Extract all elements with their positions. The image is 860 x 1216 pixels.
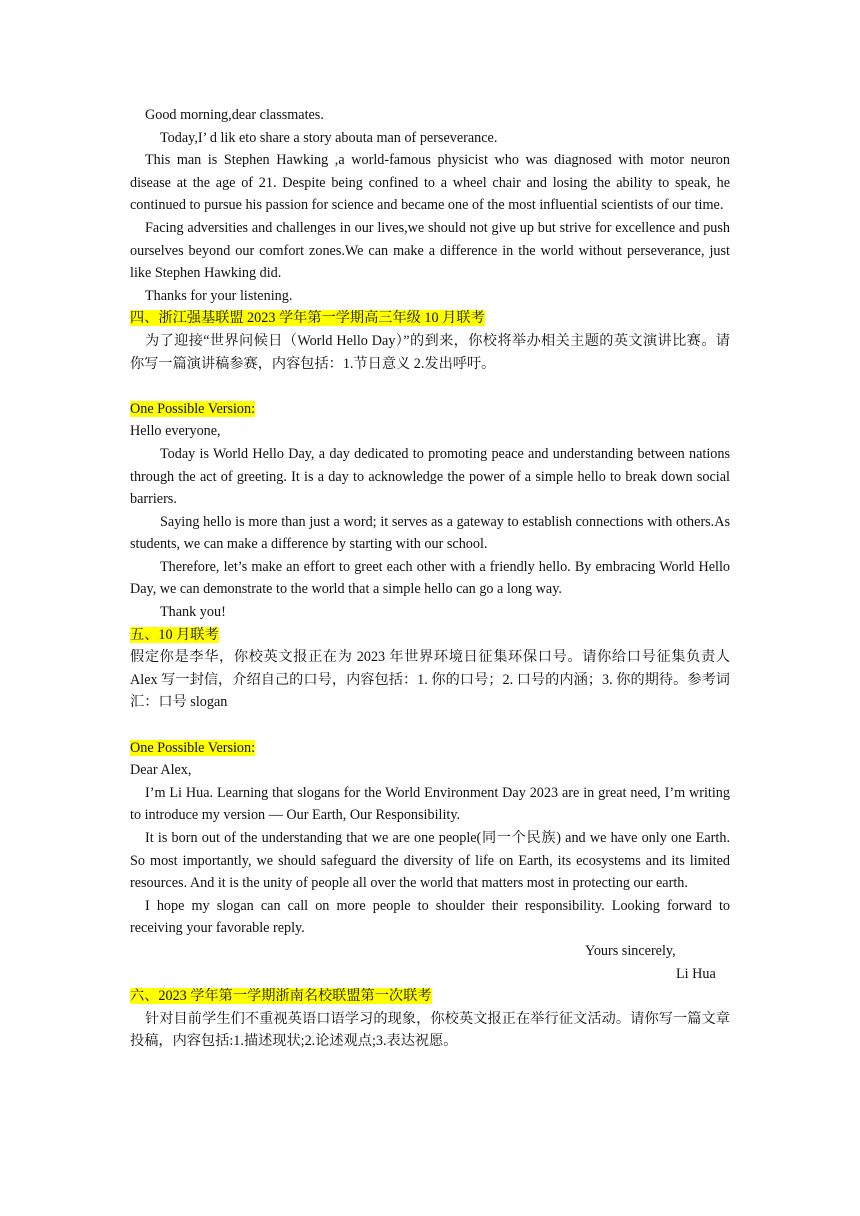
speech-greeting: Hello everyone, [130, 423, 221, 440]
version-label-text: One Possible Version: [130, 400, 256, 417]
speech-paragraph: Today is World Hello Day, a day dedicated to promoting peace and understanding between nations through the act of greeting. It is a day to acknowledge the power of a simple hello to break down social barriers. [130, 445, 730, 508]
letter-paragraph: I hope my slogan can call on more people to shoulder their responsibility. Looking forward to receiving your favorable reply. [130, 897, 730, 937]
speech-paragraph: Saying hello is more than just a word; it serves as a gateway to establish connections with others.As students, we can make a difference by starting with our school. [130, 513, 730, 553]
version-label [130, 737, 730, 760]
section-heading-text: 四、浙江强基联盟 2023 学年第一学期高三年级 10 月联考 [130, 310, 485, 327]
blank-line [130, 375, 730, 398]
blank-line [130, 714, 730, 737]
letter-greeting: Dear Alex, [130, 762, 192, 779]
task-prompt: 假定你是李华，你校英文报正在为 2023 年世界环境日征集环保口号。请你给口号征集负责人 Alex 写一封信，介绍自己的口号，内容包括：1. 你的口号；2. 口号的内涵；3. 你的期待。参考词汇：口号 slogan [130, 649, 730, 711]
version-label-text: One Possible Version: [130, 739, 256, 756]
section-heading-text: 六、2023 学年第一学期浙南名校联盟第一次联考 [130, 988, 432, 1005]
section-heading [130, 985, 730, 1008]
section-heading [130, 624, 730, 647]
letter-closing: Yours sincerely, [585, 942, 676, 959]
task-prompt: 为了迎接“世界问候日（World Hello Day）”的到来，你校将举办相关主题的英文演讲比赛。请你写一篇演讲稿参赛，内容包括：1.节日意义 2.发出呼吁。 [130, 332, 730, 372]
speech-greeting: Good morning,dear classmates. [145, 107, 324, 123]
speech-paragraph: Therefore, let’s make an effort to greet each other with a friendly hello. By embracing World Hello Day, we can demonstrate to the world that a simple hello can go a long way. [130, 558, 730, 598]
task-prompt: 针对目前学生们不重视英语口语学习的现象，你校英文报正在举行征文活动。请你写一篇文章投稿，内容包括:1.描述现状;2.论述观点;3.表达祝愿。 [130, 1010, 730, 1050]
speech-paragraph: Facing adversities and challenges in our lives,we should not give up but strive for excellence and push ourselves beyond our comfort zones.We can make a difference in the world without perseverance, just like Stephen Hawking did. [130, 219, 730, 282]
section-heading [130, 307, 730, 330]
section-heading-text: 五、10 月联考 [130, 626, 219, 643]
speech-paragraph: Today,I’ d lik eto share a story abouta man of perseverance. [160, 129, 498, 146]
letter-paragraph: I’m Li Hua. Learning that slogans for the World Environment Day 2023 are in great need, I’m writing to introduce my version — Our Earth, Our Responsibility. [130, 784, 730, 824]
speech-paragraph: This man is Stephen Hawking ,a world-famous physicist who was diagnosed with motor neuron disease at the age of 21. Despite being confined to a wheel chair and losing the ability to speak, he continued to pursue his passion for science and became one of the most influential scientists of our time. [130, 152, 730, 214]
document-page [130, 104, 730, 1053]
letter-signature: Li Hua [676, 965, 716, 982]
speech-closing: Thanks for your listening. [145, 287, 293, 304]
speech-closing: Thank you! [160, 604, 226, 621]
version-label [130, 398, 730, 421]
letter-paragraph: It is born out of the understanding that we are one people(同一个民族) and we have only one Earth. So most importantly, we should safeguard the diversity of life on Earth, its ecosystems and its limited resources. And it is the unity of people all over the world that matters most in protecting our earth. [130, 830, 730, 892]
